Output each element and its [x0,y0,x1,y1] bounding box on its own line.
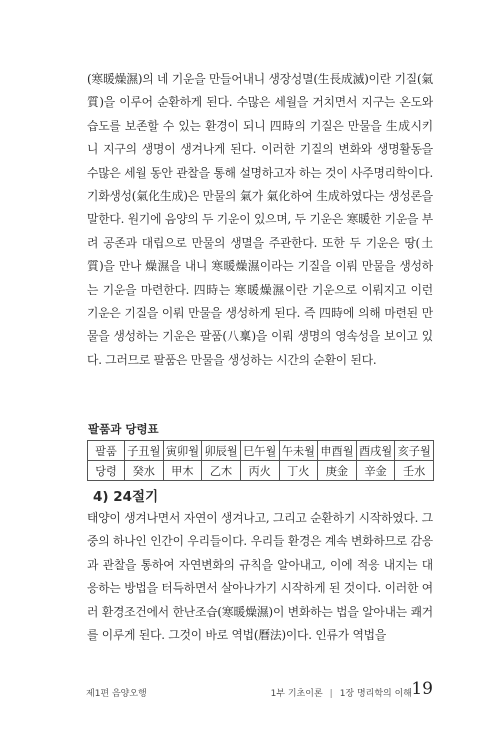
table-cell: 申酉월 [318,441,357,461]
page-number: 19 [411,679,433,699]
body-paragraph-2: 태양이 생겨나면서 자연이 생겨나고, 그리고 순환하기 시작하였다. 그중의 하나인 인간이 우리들이다. 우리들 환경은 계속 변화하므로 감응과 관찰을 통하여 자연변화의 규칙을 알아내고, 이에 적응 내지는 대응하는 방법을 터득하면서 살아나가기 시작하게 된 것이다. 이러한 여러 환경조건에서 한난조습(寒暖燥濕)이 변화하는 법을 알아내는 쾌거를 이루게 된다. 그것이 바로 역법(曆法)이다. 인류가 역법을 [87,511,433,643]
body-paragraph-1: (寒暖燥濕)의 네 기운을 만들어내니 생장성멸(生長成滅)이란 기질(氣質)을 이루어 순환하게 된다. 수많은 세월을 거치면서 지구는 온도와 습도를 보존할 수 있는 환경이 되니 四時의 기질은 만물을 生成시키니 지구의 생명이 생겨나게 된다. 이러한 기질의 변화와 생명활동을 수많은 세월 동안 관찰을 통해 설명하고자 하는 것이 사주명리학이다. 기화생성(氣化生成)은 만물의 氣가 氣化하여 生成하였다는 생성론을 말한다. 원기에 음양의 두 기운이 있으며, 두 기운은 寒暖한 기운을 부려 공존과 대립으로 만물의 생멸을 주관한다. 또한 두 기운은 땅(土質)을 만나 燥濕을 내니 寒暖燥濕이라는 기질을 이뤄 만물을 생성하는 기운을 마련한다. 四時는 寒暖燥濕이란 기운으로 이뤄지고 이런 기운은 기질을 이뤄 만물을 생성하게 된다. 즉 四時에 의해 마련된 만물을 생성하는 기운은 팔품(八稟)을 이뤄 생명의 영속성을 보이고 있다. 그러므로 팔품은 만물을 생성하는 시간의 순환이 된다. [87,72,433,367]
table-row-palpum [88,441,434,461]
table-cell: 壬水 [395,461,434,481]
table-cell: 甲木 [163,461,202,481]
footer-separator: | [329,689,333,699]
table-cell: 癸水 [125,461,164,481]
palpum-dangnyeong-table [87,440,434,481]
table-cell: 子丑월 [125,441,164,461]
row-header-dangnyeong: 당령 [88,461,125,481]
table-cell: 卯辰월 [202,441,241,461]
table-cell: 丙火 [240,461,279,481]
table-cell: 乙木 [202,461,241,481]
footer-part: 1부 기초이론 [270,689,323,699]
table-row-dangnyeong [88,461,434,481]
row-header-palpum: 팔품 [88,441,125,461]
footer-chapter: 1장 명리학의 이해 [339,689,412,699]
footer-running-head [271,686,412,699]
table-cell: 酉戌월 [356,441,395,461]
footer-book-part: 제1편 음양오행 [86,689,147,699]
table-caption: 팔품과 당령표 [88,422,159,436]
section-title: 4) 24절기 [93,489,159,505]
table-cell: 寅卯월 [163,441,202,461]
table-cell: 庚金 [318,461,357,481]
table-cell: 辛金 [356,461,395,481]
table-cell: 巳午월 [240,441,279,461]
table-cell: 亥子월 [395,441,434,461]
table-cell: 丁火 [279,461,318,481]
table-cell: 午未월 [279,441,318,461]
